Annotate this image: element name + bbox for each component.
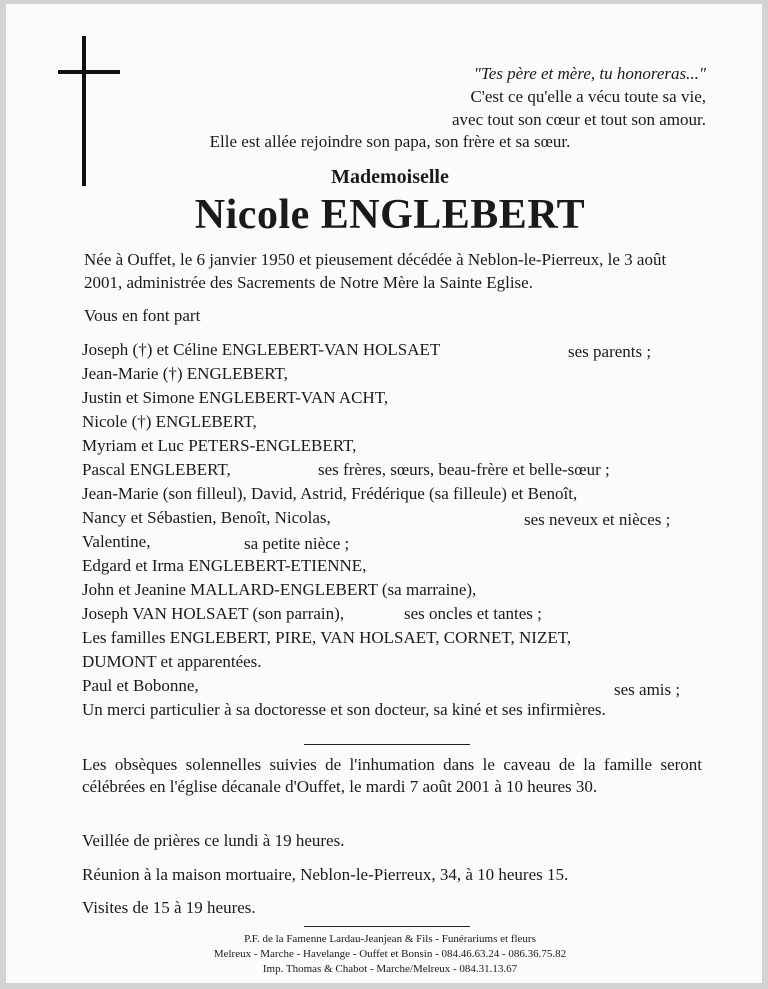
family-line: Myriam et Luc PETERS-ENGLEBERT,: [82, 436, 357, 455]
epigraph-line-3: avec tout son cœur et tout son amour.: [451, 110, 706, 129]
family-line: Joseph (†) et Céline ENGLEBERT-VAN HOLSAET: [82, 340, 441, 359]
divider: [304, 926, 470, 927]
relation-label: ses neveux et nièces ;: [524, 510, 671, 529]
epigraph-line-1: "Tes père et mère, tu honoreras...": [473, 64, 706, 83]
cross-icon: [82, 36, 86, 186]
meeting-text: Réunion à la maison mortuaire, Neblon-le-Pierreux, 34, à 10 heures 15.: [82, 865, 569, 884]
family-line: Les familles ENGLEBERT, PIRE, VAN HOLSAET, CORNET, NIZET,: [82, 628, 572, 647]
relation-label: ses oncles et tantes ;: [404, 604, 542, 623]
family-line: Jean-Marie (†) ENGLEBERT,: [82, 364, 288, 383]
footer-line-2: Melreux - Marche - Havelange - Ouffet et Bonsin - 084.46.63.24 - 086.36.75.82: [213, 948, 567, 960]
family-line: Nicole (†) ENGLEBERT,: [82, 412, 257, 431]
epigraph-line-2: C'est ce qu'elle a vécu toute sa vie,: [470, 87, 706, 106]
family-line: Joseph VAN HOLSAET (son parrain),: [82, 604, 345, 623]
footer-line-1: P.F. de la Famenne Lardau-Jeanjean & Fils - Funérariums et fleurs: [244, 933, 536, 945]
joined-text: Elle est allée rejoindre son papa, son frère et sa sœur.: [209, 132, 571, 151]
family-line: Jean-Marie (son filleul), David, Astrid, Frédérique (sa filleule) et Benoît,: [82, 484, 578, 503]
family-line: Edgard et Irma ENGLEBERT-ETIENNE,: [82, 556, 367, 575]
divider: [304, 744, 470, 745]
relation-label: sa petite nièce ;: [244, 534, 350, 553]
birth-death-text: Née à Ouffet, le 6 janvier 1950 et pieusement décédée à Neblon-le-Pierreux, le 3 août 2001, administrée des Sacrements de Notre Mère la Sainte Eglise.: [84, 250, 667, 292]
family-line: Nancy et Sébastien, Benoît, Nicolas,: [82, 508, 331, 527]
vigil-text: Veillée de prières ce lundi à 19 heures.: [82, 831, 345, 850]
obituary-card: [6, 4, 762, 983]
family-line: Valentine,: [82, 532, 151, 551]
family-line: Pascal ENGLEBERT,: [82, 460, 231, 479]
family-line: John et Jeanine MALLARD-ENGLEBERT (sa marraine),: [82, 580, 477, 599]
visits-text: Visites de 15 à 19 heures.: [82, 898, 256, 917]
deceased-name: Nicole ENGLEBERT: [194, 192, 586, 238]
funeral-text: Les obsèques solennelles suivies de l'inhumation dans le caveau de la famille seront célébrées en l'église décanale d'Ouffet, le mardi 7 août 2001 à 10 heures 30.: [82, 755, 702, 796]
honorific: Mademoiselle: [331, 166, 449, 188]
thanks-text: Un merci particulier à sa doctoresse et son docteur, sa kiné et ses infirmières.: [82, 700, 606, 719]
announcement-intro: Vous en font part: [84, 306, 201, 325]
family-line: Justin et Simone ENGLEBERT-VAN ACHT,: [82, 388, 389, 407]
cross-icon-bar: [58, 70, 120, 74]
family-line: DUMONT et apparentées.: [82, 652, 262, 671]
family-line: Paul et Bobonne,: [82, 676, 199, 695]
relation-label: ses frères, sœurs, beau-frère et belle-sœur ;: [318, 460, 610, 479]
epigraph: [306, 62, 706, 131]
relation-label: ses parents ;: [568, 342, 652, 361]
footer-line-3: Imp. Thomas & Chabot - Marche/Melreux - 084.31.13.67: [262, 963, 518, 975]
relation-label: ses amis ;: [614, 680, 681, 699]
